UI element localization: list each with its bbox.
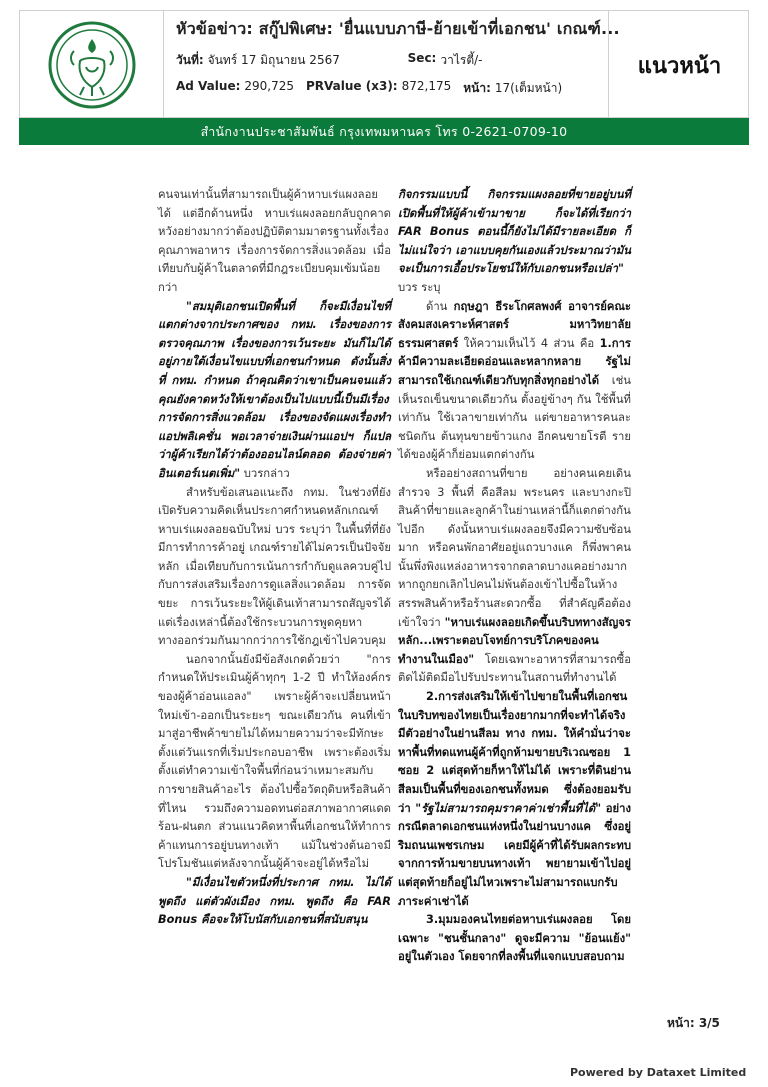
value-row (176, 79, 621, 98)
article-paragraph (158, 298, 391, 484)
powered-by: Powered by Dataxet Limited (570, 1066, 747, 1079)
paragraph-text: โดยจากที่ลงพื้นที่แจกแบบสอบถาม (454, 950, 625, 964)
paragraph-text: กฤษฎา ธีระโกศลพงศ์ อาจารย์คณะสังคมสงเคราะห์ศาสตร์ มหาวิทยาลัยธรรมศาสตร์ (398, 299, 631, 350)
paragraph-text: "มีเงื่อนไขตัวหนึ่งที่ประกาศ กทม. ไม่ได้พูดถึง แต่ตัวผังเมือง กทม. พูดถึง คือ FAR Bonus คือจะให้โบนัสกับเอกชนที่สนับสนุน (158, 875, 391, 927)
article-paragraph (398, 465, 631, 688)
paragraph-text: บวร ระบุ (398, 280, 441, 294)
pr-value: 872,175 (401, 79, 452, 93)
paragraph-text: เช่น เห็นรถเข็นขนาดเดียวกัน ตั้งอยู่ข้างๆ กัน ใช้พื้นที่เท่ากัน ใช้เวลาขายเท่ากัน แต่ขายอาหารคนละชนิดกัน ต้นทุนขายข้าวแกง อีกคนขายโรตี รายได้ของผู้ค้าก็ย่อมแตกต่างกัน (398, 373, 631, 462)
sec-label: Sec: (407, 51, 437, 65)
paragraph-text: นอกจากนั้นยังมีข้อสังเกตด้วยว่า "การกำหนดให้ประเมินผู้ค้าทุกๆ 1-2 ปี ทำให้องค์กรของผู้ค้าอ่อนแอลง" เพราะผู้ค้าจะเปลี่ยนหน้าใหม่เข้า-ออกเป็นระยะๆ ขณะเดียวกัน คนที่เข้ามาสู่อาชีพค้าขายไม่ได้หมายความว่าจะมีทักษะตั้งแต่วันแรกที่เริ่มประกอบอาชีพ เพราะต้องเริ่มตั้งแต่ทำความเข้าใจพื้นที่ก่อนว่าเหมาะสมกับการขายสินค้าอะไร ต้องไปซื้อวัตถุดิบหรือสินค้าที่ไหน รวมถึงความอดทนต่อสภาพอากาศแดดร้อน-ฝนตก ส่วนแนวคิดหาพื้นที่เอกชนให้ทำการค้าแทนการอยู่บนทางเท้า แม้ในช่วงต้นอาจมีโปรโมชันแต่หลังจากนั้นผู้ค้าจะอยู่ได้หรือไม่ (158, 652, 391, 871)
paragraph-text: "หาบเร่แผงลอยเกิดขึ้นบริบททางสัญจรหลัก...เพราะตอบโจทย์การบริโภคของคนทำงานในเมือง" (398, 615, 631, 666)
clipping-header (19, 10, 749, 118)
logo-box (20, 11, 164, 119)
clipping-meta (176, 17, 621, 98)
headline-value: สกู๊ปพิเศษ: 'ยื่นแบบภาษี-ย้ายเข้าที่เอกชน' เกณฑ์... (258, 19, 620, 38)
paragraph-text: ให้ความเห็นไว้ 4 ส่วน คือ (458, 336, 600, 350)
paragraph-text: หรืออย่างสถานที่ขาย อย่างคนเคยเดินสำรวจ 3 พื้นที่ คือสีลม พระนคร และบางกะปิ สินค้าที่ขายและลูกค้าในย่านเหล่านี้ก็แตกต่างกันไปอีก ดังนั้นหาบเร่แผงลอยจึงมีความซับซ้อนมาก หรือคนพักอาศัยอยู่แถวบางแค ก็พึ่งพาคนนั้นพึ่งพิงแหล่งอาหารจากตลาดบางแคอย่างมาก หากถูกยกเลิกไปคนไม่พ้นต้องเข้าไปซื้อในห้างสรรพสินค้าหรือร้านสะดวกซื้อ ที่สำคัญคือต้องเข้าใจว่า (398, 466, 631, 629)
date-label: วันที่: (176, 53, 204, 67)
article-paragraph (398, 911, 631, 967)
paragraph-text: สำหรับข้อเสนอแนะถึง กทม. ในช่วงที่ยังเปิดรับความคิดเห็นประกาศกำหนดหลักเกณฑ์หาบเร่แผงลอยฉบับใหม่ บวร ระบุว่า ในพื้นที่ที่ยังมีการทำการค้าอยู่ เกณฑ์รายได้ไม่ควรเป็นปัจจัยหลัก เมื่อเทียบกับการเน้นการกำกับดูแลควบคู่ไปกับการส่งเสริมเรื่องการดูแลสิ่งแวดล้อม การจัดขยะ การเว้นระยะให้ผู้เดินเท้าสามารถสัญจรได้ แต่เรื่องเหล่านี้ต้องใช้กระบวนการพูดคุยหาทางออกร่วมกันมากกว่าการใช้กฎเข้าไปควบคุม (158, 485, 391, 648)
page-value: 17(เต็มหน้า) (494, 81, 563, 95)
article-paragraph (158, 186, 391, 298)
article-paragraph (158, 874, 391, 930)
article-paragraph (398, 186, 631, 298)
article-paragraph (398, 298, 631, 465)
pr-value-label: PRValue (x3): (306, 79, 398, 93)
agency-banner: สำนักงานประชาสัมพันธ์ กรุงเทพมหานคร โทร 0-2621-0709-10 (19, 118, 749, 145)
ad-value: 290,725 (244, 79, 295, 93)
paragraph-text: 2.การส่งเสริมให้เข้าไปขายในพื้นที่เอกชน ในบริบทของไทยเป็นเรื่องยากมากที่จะทำได้จริง (398, 690, 628, 722)
paragraph-text: 3.มุมมองคนไทยต่อหาบเร่แผงลอย โดยเฉพาะ "ชนชั้นกลาง" ดูจะมีความ "ย้อนแย้ง" อยู่ในตัวเอง (398, 913, 631, 964)
article-paragraph (398, 688, 631, 911)
paragraph-text: กิจกรรมแบบนี้ กิจกรรมแผงลอยที่ขายอยู่บนที่เปิดพื้นที่ให้ผู้ค้าเข้ามาขาย ก็จะได้ที่เรียกว่า FAR Bonus ตอนนี้ก็ยังไม่ได้มีรายละเอียด ก็ไม่แน่ใจว่า เอาแบบคุยกันเองแล้วประมาณว่ามันจะเป็นการเอื้อประโยชน์ให้กับเอกชนหรือเปล่า" (398, 188, 631, 276)
newspaper-name: แนวหน้า (608, 11, 750, 119)
paragraph-text: โดยเฉพาะอาหารที่สามารถซื้อติดไม้ติดมือไปรับประทานในสถานที่ทำงานได้ (398, 652, 631, 685)
article-column-left (158, 186, 391, 930)
ad-value-label: Ad Value: (176, 79, 241, 93)
paragraph-text: "รัฐไม่สามารถคุมราคาค่าเช่าพื้นที่ได้" (415, 801, 602, 815)
paragraph-text: ด้าน (426, 299, 454, 313)
page-label: หน้า: (463, 81, 491, 95)
paragraph-text: บวรกล่าว (240, 466, 290, 480)
paragraph-text: 1.การค้ามีความละเอียดอ่อนและหลากหลาย รัฐไม่สามารถใช้เกณฑ์เดียวกับทุกสิ่งทุกอย่างได้ (398, 336, 631, 387)
headline-row (176, 17, 621, 42)
headline-label: หัวข้อข่าว: (176, 19, 253, 38)
date-value: จันทร์ 17 มิถุนายน 2567 (207, 53, 340, 67)
article-paragraph (158, 484, 391, 651)
article-paragraph (158, 651, 391, 874)
sec-value: วาไรตี้/- (440, 53, 483, 67)
bangkok-metropolitan-seal-icon (48, 21, 136, 109)
paragraph-text: อย่างกรณีตลาดเอกชนแห่งหนึ่งในย่านบางแค ซึ่งอยู่ริมถนนเพชรเกษม เคยมีผู้ค้าที่ได้รับผลกระทบจากการห้ามขายบนทางเท้า พยายามเข้าไปอยู่ แต่สุดท้ายก็อยู่ไม่ไหวเพราะไม่สามารถแบกรับภาระค่าเช่าได้ (398, 801, 631, 908)
page-number: หน้า: 3/5 (667, 1016, 720, 1030)
article-column-right (398, 186, 631, 967)
paragraph-text: คนจนเท่านั้นที่สามารถเป็นผู้ค้าหาบเร่แผงลอยได้ แต่อีกด้านหนึ่ง หาบเร่แผงลอยกลับถูกคาดหวังอย่างมากว่าต้องปฏิบัติตามมาตรฐานทั้งเรื่องคุณภาพอาหาร เรื่องการจัดการสิ่งแวดล้อม เมื่อเทียบกับผู้ค้าในตลาดที่มีกฎระเบียบคุมเข้มน้อยกว่า (158, 188, 391, 294)
date-row (176, 51, 621, 70)
paragraph-text: "สมมุติเอกชนเปิดพื้นที่ ก็จะมีเงื่อนไขที่แตกต่างจากประกาศของ กทม. เรื่องของการตรวจคุณภาพ เรื่องของการเว้นระยะ มันก็ไม่ได้อยู่ภายใต้เงื่อนไขแบบที่เอกชนกำหนด ดังนั้นสิ่งที่ กทม. กำหนด ถ้าคุณคิดว่าเขาเป็นคนจนแล้วคุณยังคาดหวังให้เขาต้องเป็นไปแบบนี้เป็นมีเรื่องการจัดการสิ่งแวดล้อม เรื่องของจัดแผงเรื่องทำแอปพลิเคชั่น พอเวลาจ่ายเงินผ่านแอปฯ ก็แปลว่าผู้ค้าเรียกได้ว่าต้องออนไลน์ตลอด ต้องจ่ายค่าอินเตอร์เนตเพิ่ม" (158, 299, 391, 480)
paragraph-text: มีตัวอย่างในย่านสีลม ทาง กทม. ให้คำมั่นว่าจะหาพื้นที่ทดแทนผู้ค้าที่ถูกห้ามขายบริเวณซอย 1 ซอย 2 แต่สุดท้ายก็หาให้ไม่ได้ เพราะที่ดินย่านสีลมเป็นพื้นที่ของเอกชนทั้งหมด ซึ่งต้องยอมรับว่า (398, 727, 631, 815)
